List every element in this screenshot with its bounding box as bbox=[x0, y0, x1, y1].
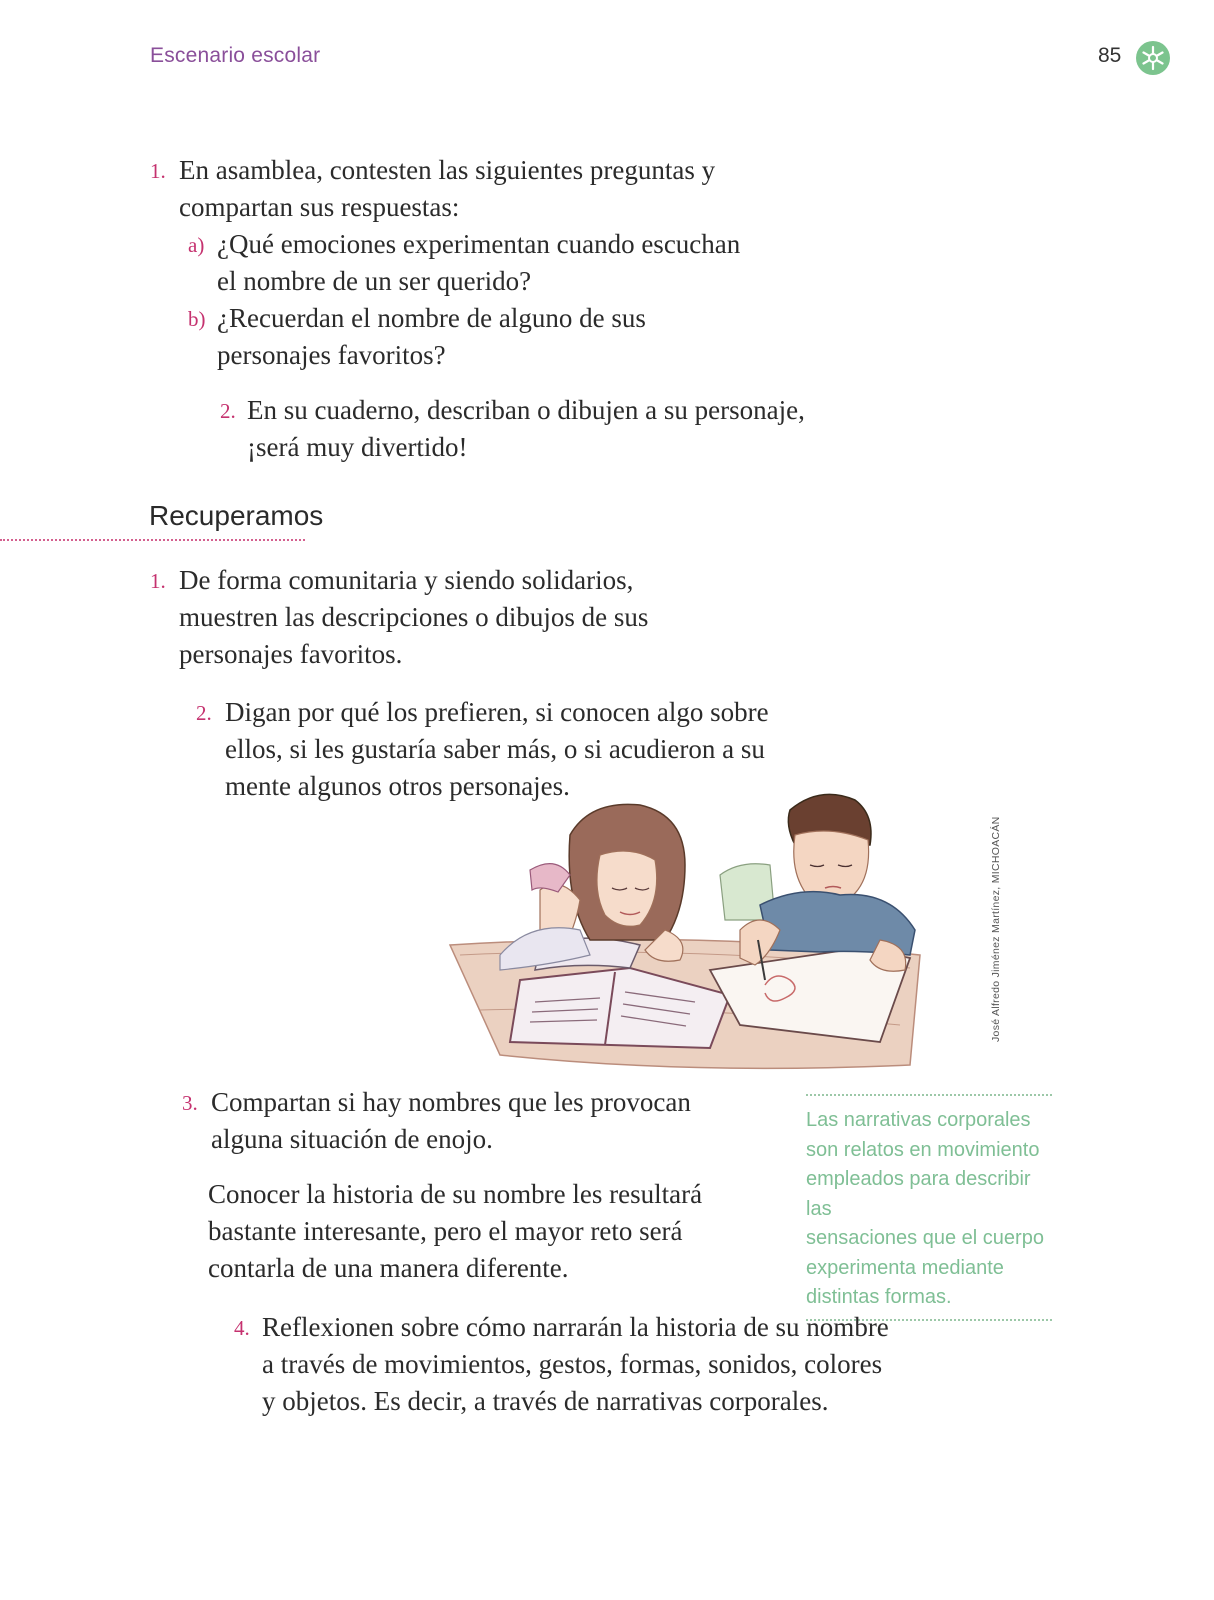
item-text-line: muestren las descripciones o dibujos de sus bbox=[179, 602, 649, 632]
sidebar-line: son relatos en movimiento bbox=[806, 1138, 1040, 1161]
item-number: 1. bbox=[150, 159, 166, 183]
item-text-line: personajes favoritos. bbox=[179, 639, 403, 669]
item-text-line: personajes favoritos? bbox=[217, 340, 446, 370]
list-item-b bbox=[188, 300, 808, 380]
recuperamos-item-4 bbox=[234, 1309, 934, 1424]
item-number: 1. bbox=[150, 569, 166, 593]
item-text-line: ellos, si les gustaría saber más, o si acudieron a su bbox=[225, 734, 765, 764]
list-item-2 bbox=[220, 392, 860, 472]
item-text-line: ¿Recuerdan el nombre de alguno de sus bbox=[217, 303, 646, 333]
item-text-line: el nombre de un ser querido? bbox=[217, 266, 532, 296]
item-letter: b) bbox=[188, 307, 206, 331]
item-letter: a) bbox=[188, 233, 205, 257]
item-text-line: compartan sus respuestas: bbox=[179, 192, 460, 222]
item-text-line: ¿Qué emociones experimentan cuando escuchan bbox=[217, 229, 741, 259]
item-number: 2. bbox=[196, 701, 212, 725]
sidebar-line: distintas formas. bbox=[806, 1286, 952, 1308]
section-divider bbox=[0, 539, 305, 541]
list-item-a bbox=[188, 226, 808, 306]
paragraph-line: Conocer la historia de su nombre les resultará bbox=[208, 1179, 703, 1209]
paragraph-line: bastante interesante, pero el mayor reto será bbox=[208, 1216, 683, 1246]
item-text-line: mente algunos otros personajes. bbox=[225, 771, 570, 801]
sidebar-line: experimenta mediante bbox=[806, 1256, 1004, 1279]
item-text-line: En su cuaderno, describan o dibujen a su personaje, bbox=[247, 395, 805, 425]
running-header: Escenario escolar bbox=[150, 44, 321, 67]
sidebar-line: empleados para describir las bbox=[806, 1168, 1031, 1220]
children-drawing-illustration bbox=[440, 780, 940, 1080]
recuperamos-item-3 bbox=[182, 1084, 742, 1164]
item-text-line: a través de movimientos, gestos, formas, sonidos, colores bbox=[262, 1349, 883, 1379]
item-number: 4. bbox=[234, 1316, 250, 1340]
item-text-line: Reflexionen sobre cómo narrarán la historia de su nombre bbox=[262, 1312, 889, 1342]
page-number: 85 bbox=[1098, 44, 1122, 67]
item-text-line: alguna situación de enojo. bbox=[211, 1124, 493, 1154]
body-paragraph bbox=[208, 1176, 768, 1287]
item-text-line: De forma comunitaria y siendo solidarios, bbox=[179, 565, 634, 595]
item-number: 2. bbox=[220, 399, 236, 423]
sidebar-line: sensaciones que el cuerpo bbox=[806, 1227, 1044, 1249]
list-item-1 bbox=[150, 152, 850, 232]
section-title: Recuperamos bbox=[149, 500, 324, 531]
sidebar-note bbox=[806, 1094, 1052, 1321]
snowflake-icon bbox=[1136, 41, 1170, 75]
item-text-line: En asamblea, contesten las siguientes preguntas y bbox=[179, 155, 716, 185]
item-text-line: y objetos. Es decir, a través de narrativas corporales. bbox=[262, 1386, 829, 1416]
item-text-line: ¡será muy divertido! bbox=[247, 432, 468, 462]
item-number: 3. bbox=[182, 1091, 198, 1115]
item-text-line: Compartan si hay nombres que les provocan bbox=[211, 1087, 691, 1117]
illustration-credit: José Alfredo Jiménez Martínez, MICHOACÁN bbox=[990, 816, 1002, 1042]
sidebar-line: Las narrativas corporales bbox=[806, 1109, 1031, 1131]
recuperamos-item-1 bbox=[150, 562, 750, 677]
item-text-line: Digan por qué los prefieren, si conocen algo sobre bbox=[225, 697, 769, 727]
paragraph-line: contarla de una manera diferente. bbox=[208, 1253, 569, 1283]
